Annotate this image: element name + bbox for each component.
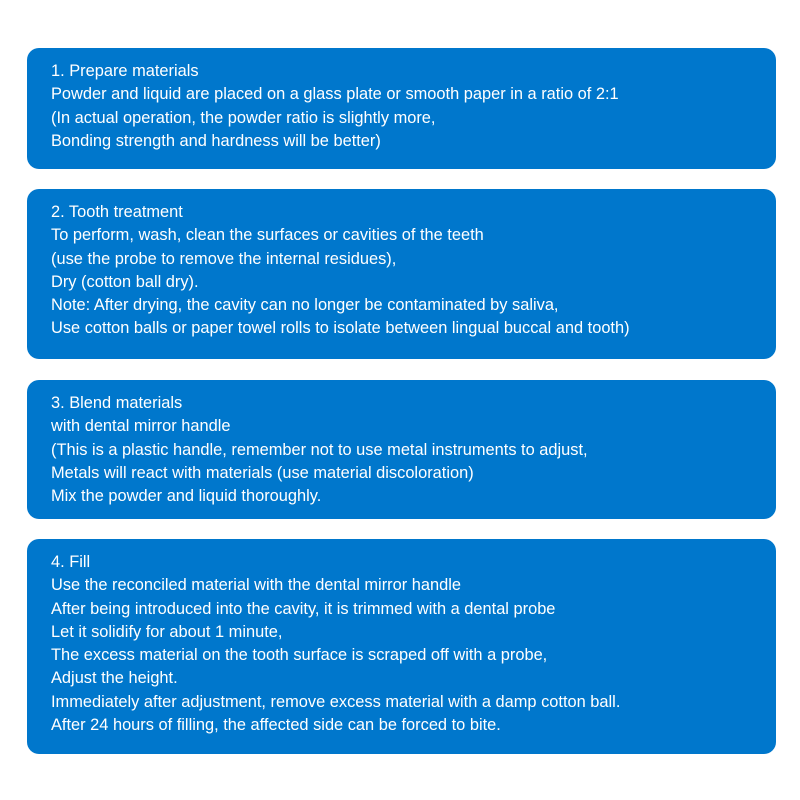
step-text-line: Dry (cotton ball dry). <box>51 272 199 291</box>
step-title: 2. Tooth treatment <box>51 203 183 221</box>
step-card-tooth-treatment <box>27 189 776 359</box>
step-text-line: Mix the powder and liquid thoroughly. <box>51 487 322 506</box>
step-text-line: Powder and liquid are placed on a glass plate or smooth paper in a ratio of 2:1 <box>51 85 619 104</box>
step-text-line: Immediately after adjustment, remove excess material with a damp cotton ball. <box>51 692 621 711</box>
step-text-line: After 24 hours of filling, the affected side can be forced to bite. <box>51 716 501 735</box>
step-text-line: Note: After drying, the cavity can no longer be contaminated by saliva, <box>51 296 559 315</box>
step-text-line: Metals will react with materials (use material discoloration) <box>51 463 474 482</box>
step-text-line: After being introduced into the cavity, it is trimmed with a dental probe <box>51 599 556 618</box>
step-text-line: Let it solidify for about 1 minute, <box>51 622 283 641</box>
step-card-blend-materials <box>27 380 776 519</box>
step-text-line: Use cotton balls or paper towel rolls to isolate between lingual buccal and tooth) <box>51 319 630 338</box>
step-card-prepare-materials <box>27 48 776 169</box>
step-text-line: Adjust the height. <box>51 669 178 688</box>
step-text-line: (In actual operation, the powder ratio is slightly more, <box>51 108 436 127</box>
step-text-line: (This is a plastic handle, remember not to use metal instruments to adjust, <box>51 440 588 459</box>
step-text-line: Use the reconciled material with the dental mirror handle <box>51 576 461 595</box>
step-title: 4. Fill <box>51 553 91 571</box>
step-text-line: The excess material on the tooth surface is scraped off with a probe, <box>51 646 548 665</box>
step-text-line: (use the probe to remove the internal residues), <box>51 249 397 268</box>
step-card-fill <box>27 539 776 754</box>
step-text-line: with dental mirror handle <box>51 417 231 436</box>
step-text-line: Bonding strength and hardness will be better) <box>51 131 381 150</box>
step-title: 1. Prepare materials <box>51 62 199 80</box>
step-text-line: To perform, wash, clean the surfaces or cavities of the teeth <box>51 226 484 245</box>
step-title: 3. Blend materials <box>51 394 183 412</box>
